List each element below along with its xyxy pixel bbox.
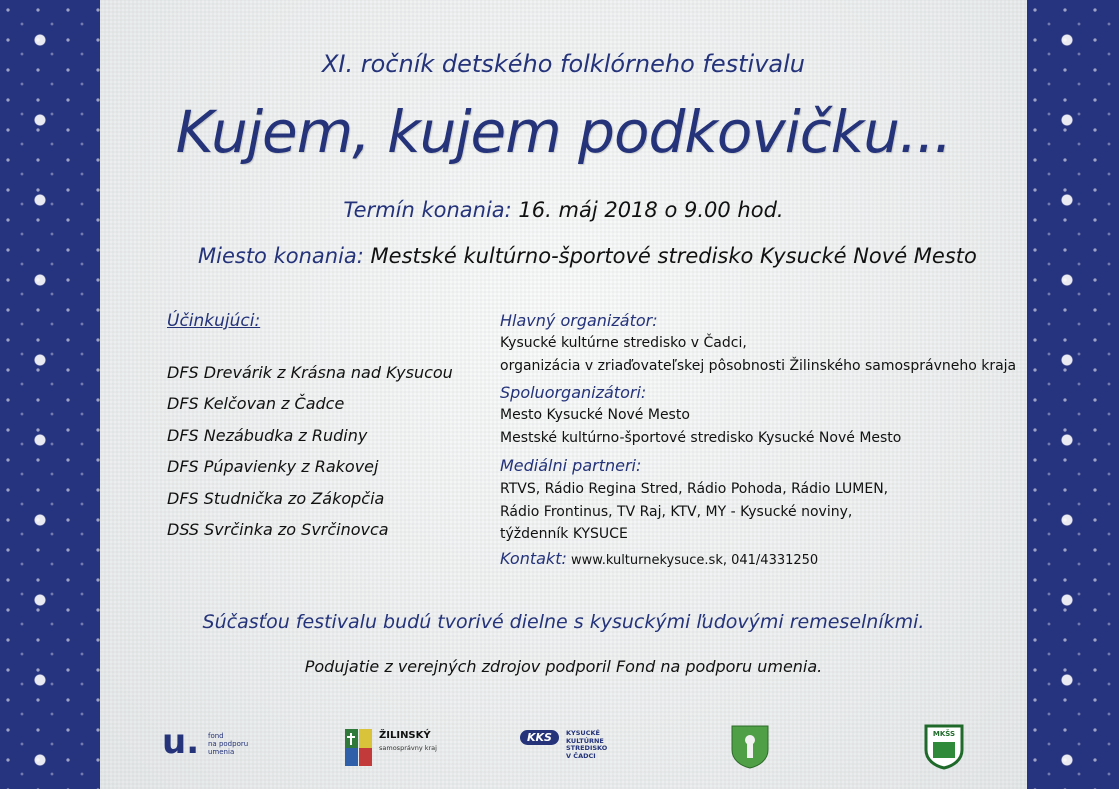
performers-heading: Účinkujúci: — [167, 311, 261, 331]
funding-note: Podujatie z verejných zdrojov podporil Fond na podporu umenia. — [304, 657, 823, 676]
event-place — [198, 244, 977, 268]
right-decorative-border — [1027, 0, 1119, 789]
left-decorative-border — [0, 0, 100, 789]
workshops-note: Súčasťou festivalu budú tvorivé dielne s kysuckými ľudovými remeselníkmi. — [202, 611, 925, 633]
performer-item: DFS Kelčovan z Čadce — [167, 394, 345, 413]
fpu-letter: u. — [162, 722, 200, 762]
performer-item: DFS Púpavienky z Rakovej — [167, 457, 379, 476]
media-partners-heading: Mediálni partneri: — [500, 456, 642, 475]
poster — [100, 0, 1027, 789]
place-value: Mestské kultúrno-športové stredisko Kysucké Nové Mesto — [363, 244, 977, 268]
kks-logo — [520, 730, 620, 786]
performer-item: DFS Drevárik z Krásna nad Kysucou — [167, 363, 453, 382]
kks-mark: KKS — [520, 730, 559, 745]
partner-logos — [100, 720, 1027, 780]
fpu-logo — [162, 722, 249, 784]
fpu-text: fond na podporu umenia — [208, 732, 249, 756]
mkss-text: MKŠS — [932, 730, 956, 738]
co-organizer-line: Mesto Kysucké Nové Mesto — [500, 407, 690, 423]
festival-title: Kujem, kujem podkovičku... — [175, 98, 952, 166]
zsk-name: ŽILINSKÝ — [379, 730, 431, 741]
main-organizer-line: Kysucké kultúrne stredisko v Čadci, — [500, 335, 747, 351]
contact — [500, 549, 818, 568]
media-partner-line: RTVS, Rádio Regina Stred, Rádio Pohoda, Rádio LUMEN, — [500, 481, 889, 497]
main-organizer-line: organizácia v zriaďovateľskej pôsobnosti Žilinského samosprávneho kraja — [500, 358, 1017, 374]
mkss-logo — [924, 724, 964, 780]
festival-subtitle: XI. ročník detského folklórneho festivalu — [321, 50, 806, 78]
performer-item: DFS Studnička zo Zákopčia — [167, 489, 385, 508]
zsk-sub: samosprávny kraj — [379, 744, 437, 752]
contact-value: www.kulturnekysuce.sk, 041/4331250 — [566, 553, 819, 568]
zsk-coat-of-arms-icon — [344, 728, 374, 768]
date-value: 16. máj 2018 o 9.00 hod. — [511, 198, 784, 222]
knm-coat-of-arms-icon — [730, 724, 770, 780]
media-partner-line: Rádio Frontinus, TV Raj, KTV, MY - Kysucké noviny, — [500, 504, 853, 520]
date-label: Termín konania: — [343, 198, 512, 222]
event-date — [100, 198, 1027, 222]
co-organizers-heading: Spoluorganizátori: — [500, 383, 647, 402]
main-organizer-heading: Hlavný organizátor: — [500, 311, 658, 330]
co-organizer-line: Mestské kultúrno-športové stredisko Kysucké Nové Mesto — [500, 430, 902, 446]
place-label: Miesto konania: — [198, 244, 364, 268]
performer-item: DSS Svrčinka zo Svrčinovca — [167, 520, 389, 539]
zsk-logo — [344, 728, 454, 784]
contact-label: Kontakt: — [500, 549, 567, 568]
performer-item: DFS Nezábudka z Rudiny — [167, 426, 368, 445]
kks-text: KYSUCKÉ KULTÚRNE STREDISKO V ČADCI — [566, 729, 608, 760]
media-partner-line: týždenník KYSUCE — [500, 526, 628, 542]
